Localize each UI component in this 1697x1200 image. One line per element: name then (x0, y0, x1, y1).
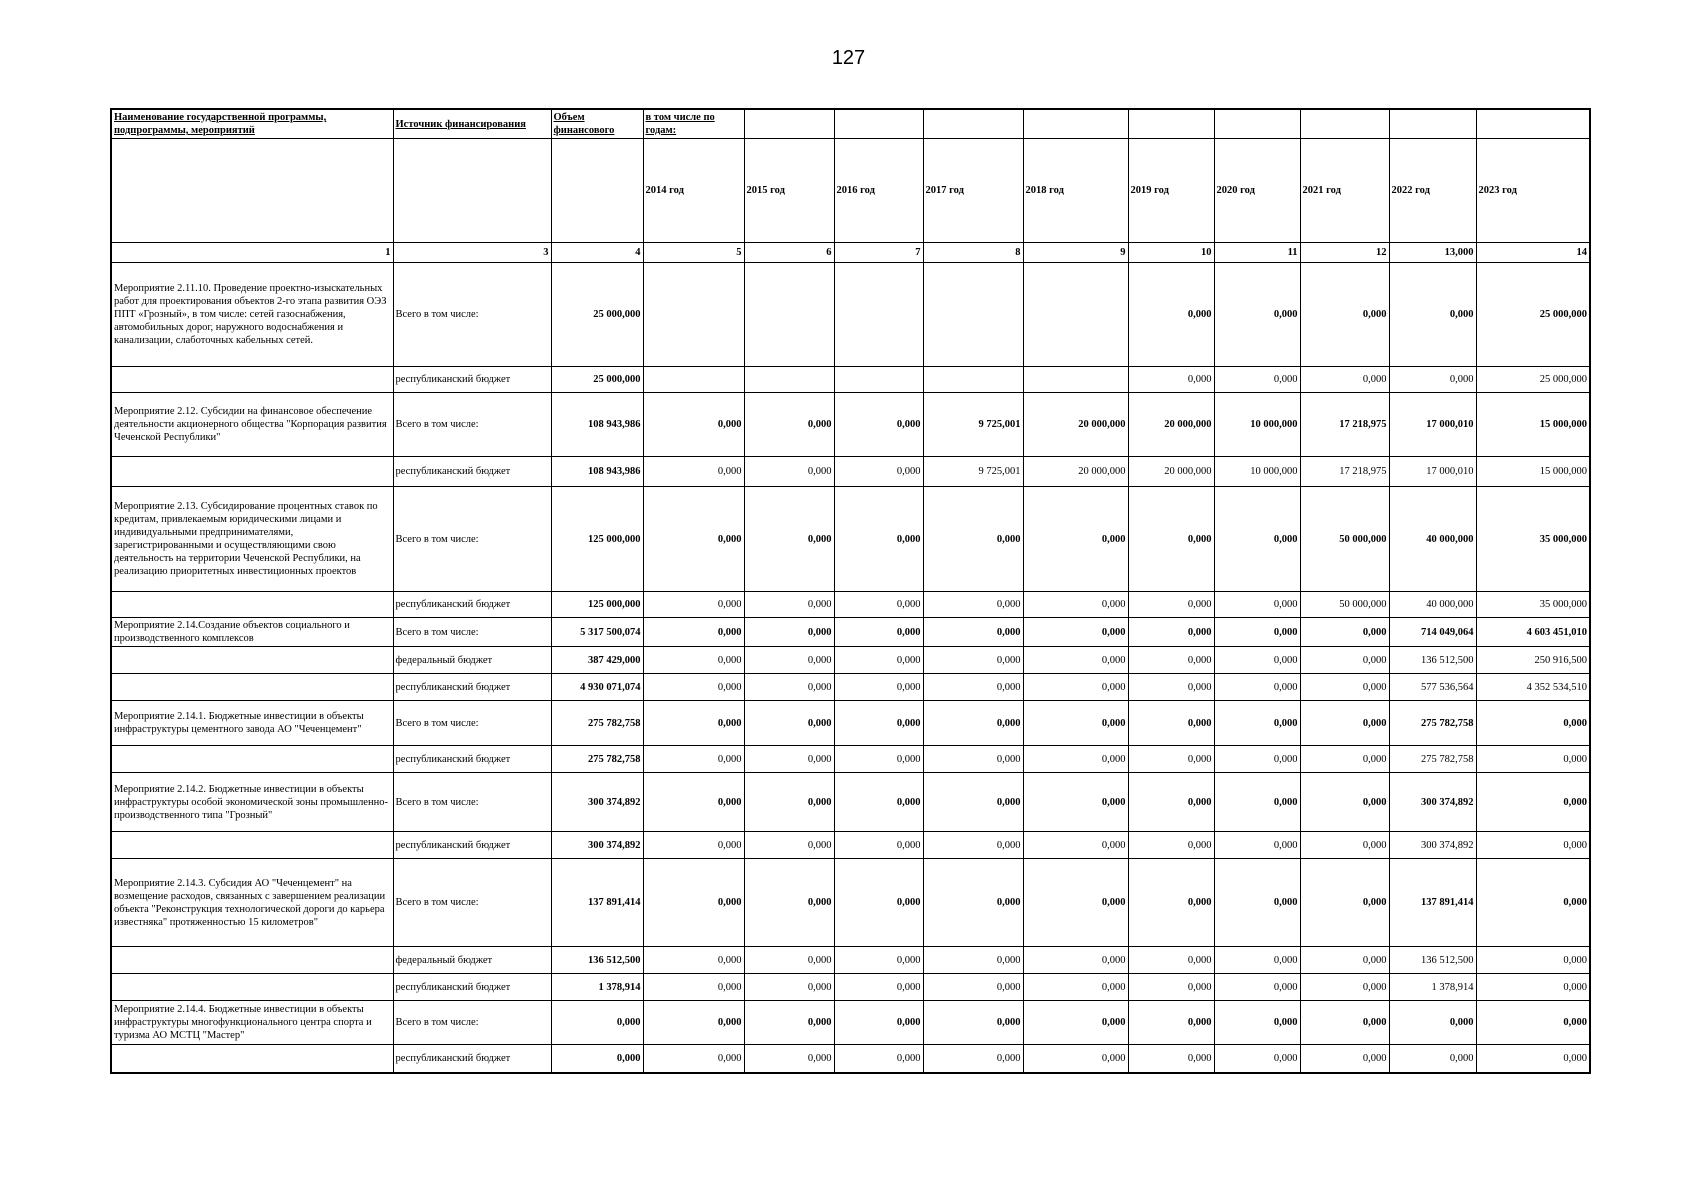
row-year-value: 0,000 (923, 647, 1023, 674)
row-total: 108 943,986 (551, 457, 643, 487)
row-year-value: 0,000 (834, 832, 923, 859)
header-empty (1476, 109, 1590, 139)
row-year-value: 0,000 (1128, 674, 1214, 701)
row-name (111, 647, 393, 674)
header-empty (744, 109, 834, 139)
row-year-value: 0,000 (834, 457, 923, 487)
year-2017: 2017 год (923, 139, 1023, 243)
row-year-value: 0,000 (744, 647, 834, 674)
table-row (111, 457, 1590, 487)
header-empty (834, 109, 923, 139)
column-number: 7 (834, 243, 923, 263)
row-year-value: 17 000,010 (1389, 457, 1476, 487)
row-year-value: 0,000 (1023, 487, 1128, 592)
row-year-value: 50 000,000 (1300, 592, 1389, 618)
row-year-value: 0,000 (1214, 618, 1300, 647)
row-year-value: 17 000,010 (1389, 393, 1476, 457)
row-source: Всего в том числе: (393, 1001, 551, 1045)
row-year-value: 20 000,000 (1023, 393, 1128, 457)
row-total: 108 943,986 (551, 393, 643, 457)
row-total: 275 782,758 (551, 701, 643, 746)
row-name: Мероприятие 2.11.10. Проведение проектно-изыскательных работ для проектирования объектов 2-го этапа развития ОЭЗ ППТ «Грозный», в том числе: сетей газоснабжения, автомобильных дорог, наружного водоснабжения и канализации, слаботочных кабельных сетей. (111, 263, 393, 367)
row-year-value: 0,000 (1214, 746, 1300, 773)
row-year-value (744, 263, 834, 367)
table-row (111, 1001, 1590, 1045)
row-year-value: 0,000 (834, 746, 923, 773)
row-year-value: 0,000 (834, 647, 923, 674)
row-year-value: 0,000 (1300, 974, 1389, 1001)
row-year-value: 0,000 (643, 647, 744, 674)
row-year-value: 10 000,000 (1214, 457, 1300, 487)
row-year-value: 0,000 (1214, 263, 1300, 367)
row-year-value: 0,000 (923, 674, 1023, 701)
table-row (111, 832, 1590, 859)
row-total: 387 429,000 (551, 647, 643, 674)
year-2023: 2023 год (1476, 139, 1590, 243)
column-number: 11 (1214, 243, 1300, 263)
year-2015: 2015 год (744, 139, 834, 243)
row-year-value: 17 218,975 (1300, 457, 1389, 487)
row-source: Всего в том числе: (393, 859, 551, 947)
row-year-value: 0,000 (1128, 263, 1214, 367)
row-year-value: 0,000 (1023, 1045, 1128, 1073)
row-source: республиканский бюджет (393, 457, 551, 487)
row-year-value (643, 367, 744, 393)
row-year-value: 0,000 (834, 773, 923, 832)
row-year-value: 250 916,500 (1476, 647, 1590, 674)
row-total: 300 374,892 (551, 832, 643, 859)
row-year-value: 0,000 (1300, 701, 1389, 746)
row-year-value: 0,000 (834, 1045, 923, 1073)
row-year-value: 35 000,000 (1476, 592, 1590, 618)
row-source: федеральный бюджет (393, 647, 551, 674)
row-total: 25 000,000 (551, 367, 643, 393)
row-year-value: 0,000 (1023, 701, 1128, 746)
row-source: Всего в том числе: (393, 773, 551, 832)
row-year-value: 0,000 (744, 393, 834, 457)
header-row (111, 109, 1590, 139)
row-name (111, 974, 393, 1001)
row-year-value: 0,000 (1214, 592, 1300, 618)
table-row (111, 859, 1590, 947)
row-year-value: 275 782,758 (1389, 701, 1476, 746)
row-year-value: 40 000,000 (1389, 487, 1476, 592)
header-empty (1300, 109, 1389, 139)
row-year-value (923, 367, 1023, 393)
row-year-value: 0,000 (1389, 263, 1476, 367)
row-year-value: 0,000 (834, 674, 923, 701)
row-total: 25 000,000 (551, 263, 643, 367)
column-number-row (111, 243, 1590, 263)
row-year-value: 0,000 (834, 487, 923, 592)
column-number: 1 (111, 243, 393, 263)
row-source: Всего в том числе: (393, 263, 551, 367)
row-name (111, 592, 393, 618)
row-year-value: 0,000 (1389, 367, 1476, 393)
column-number: 12 (1300, 243, 1389, 263)
table-row (111, 263, 1590, 367)
row-year-value: 0,000 (1023, 647, 1128, 674)
row-source: федеральный бюджет (393, 947, 551, 974)
row-year-value: 40 000,000 (1389, 592, 1476, 618)
row-year-value: 0,000 (1214, 647, 1300, 674)
year-2018: 2018 год (1023, 139, 1128, 243)
row-year-value: 0,000 (1300, 674, 1389, 701)
year-empty (551, 139, 643, 243)
year-2014: 2014 год (643, 139, 744, 243)
row-source: республиканский бюджет (393, 367, 551, 393)
row-year-value: 0,000 (1023, 974, 1128, 1001)
row-year-value: 0,000 (744, 701, 834, 746)
row-year-value: 0,000 (643, 773, 744, 832)
budget-table (110, 108, 1591, 1074)
column-number: 14 (1476, 243, 1590, 263)
row-year-value: 0,000 (1214, 487, 1300, 592)
row-year-value: 0,000 (643, 457, 744, 487)
row-year-value: 15 000,000 (1476, 393, 1590, 457)
year-empty (111, 139, 393, 243)
row-year-value: 0,000 (643, 746, 744, 773)
row-year-value: 0,000 (1023, 859, 1128, 947)
row-total: 125 000,000 (551, 592, 643, 618)
row-year-value: 0,000 (1023, 618, 1128, 647)
row-name: Мероприятие 2.14.1. Бюджетные инвестиции в объекты инфраструктуры цементного завода АО "Чеченцемент" (111, 701, 393, 746)
row-year-value: 0,000 (1128, 832, 1214, 859)
row-name (111, 674, 393, 701)
row-year-value: 0,000 (643, 674, 744, 701)
row-year-value: 0,000 (1214, 974, 1300, 1001)
row-year-value: 0,000 (744, 618, 834, 647)
row-year-value: 0,000 (1214, 701, 1300, 746)
row-year-value: 300 374,892 (1389, 773, 1476, 832)
row-year-value: 577 536,564 (1389, 674, 1476, 701)
row-year-value: 0,000 (1300, 1045, 1389, 1073)
row-year-value: 1 378,914 (1389, 974, 1476, 1001)
row-year-value: 0,000 (1476, 974, 1590, 1001)
row-source: Всего в том числе: (393, 487, 551, 592)
row-year-value: 0,000 (923, 1001, 1023, 1045)
row-year-value: 0,000 (1128, 974, 1214, 1001)
row-year-value: 0,000 (1023, 746, 1128, 773)
page-number: 127 (831, 47, 866, 69)
row-year-value: 25 000,000 (1476, 367, 1590, 393)
header-source: Источник финансирования (393, 109, 551, 139)
row-year-value: 0,000 (1214, 1045, 1300, 1073)
row-year-value: 0,000 (923, 592, 1023, 618)
row-year-value: 0,000 (744, 674, 834, 701)
table-row (111, 674, 1590, 701)
row-year-value: 136 512,500 (1389, 647, 1476, 674)
header-empty (923, 109, 1023, 139)
row-year-value: 20 000,000 (1023, 457, 1128, 487)
row-year-value: 0,000 (744, 859, 834, 947)
row-name (111, 832, 393, 859)
row-year-value: 0,000 (923, 746, 1023, 773)
table-row (111, 647, 1590, 674)
row-source: республиканский бюджет (393, 1045, 551, 1073)
row-year-value: 0,000 (744, 832, 834, 859)
table-row (111, 947, 1590, 974)
row-source: Всего в том числе: (393, 393, 551, 457)
table-row (111, 701, 1590, 746)
row-year-value: 10 000,000 (1214, 393, 1300, 457)
row-year-value: 0,000 (643, 487, 744, 592)
row-year-value: 0,000 (1476, 701, 1590, 746)
row-year-value: 0,000 (1214, 832, 1300, 859)
column-number: 13,000 (1389, 243, 1476, 263)
row-name: Мероприятие 2.14.4. Бюджетные инвестиции в объекты инфраструктуры многофункционального центра спорта и туризма АО МСТЦ "Мастер" (111, 1001, 393, 1045)
header-volume: Объем финансового (551, 109, 643, 139)
year-2022: 2022 год (1389, 139, 1476, 243)
row-year-value: 0,000 (923, 618, 1023, 647)
row-year-value: 0,000 (744, 746, 834, 773)
row-year-value: 0,000 (1300, 832, 1389, 859)
row-year-value: 275 782,758 (1389, 746, 1476, 773)
column-number: 6 (744, 243, 834, 263)
row-year-value (1023, 367, 1128, 393)
row-name (111, 457, 393, 487)
row-year-value: 0,000 (1389, 1045, 1476, 1073)
row-total: 275 782,758 (551, 746, 643, 773)
row-year-value: 25 000,000 (1476, 263, 1590, 367)
table-row (111, 1045, 1590, 1073)
row-year-value: 0,000 (643, 947, 744, 974)
column-number: 8 (923, 243, 1023, 263)
row-year-value: 0,000 (1300, 263, 1389, 367)
row-source: Всего в том числе: (393, 618, 551, 647)
row-year-value: 0,000 (1476, 947, 1590, 974)
row-year-value: 0,000 (923, 947, 1023, 974)
row-year-value: 0,000 (1476, 773, 1590, 832)
row-total: 137 891,414 (551, 859, 643, 947)
row-year-value: 0,000 (1128, 618, 1214, 647)
row-total: 300 374,892 (551, 773, 643, 832)
row-year-value: 0,000 (1214, 367, 1300, 393)
row-year-value: 0,000 (1476, 1001, 1590, 1045)
row-year-value: 0,000 (923, 859, 1023, 947)
row-year-value: 0,000 (1023, 947, 1128, 974)
row-year-value: 0,000 (1300, 746, 1389, 773)
row-year-value: 0,000 (834, 618, 923, 647)
row-year-value (834, 367, 923, 393)
row-year-value: 0,000 (744, 1001, 834, 1045)
row-year-value: 714 049,064 (1389, 618, 1476, 647)
header-empty (1389, 109, 1476, 139)
row-year-value (744, 367, 834, 393)
row-year-value: 9 725,001 (923, 457, 1023, 487)
year-2019: 2019 год (1128, 139, 1214, 243)
row-year-value: 0,000 (1128, 746, 1214, 773)
row-year-value: 0,000 (923, 701, 1023, 746)
table-row (111, 487, 1590, 592)
row-year-value: 4 352 534,510 (1476, 674, 1590, 701)
row-year-value: 15 000,000 (1476, 457, 1590, 487)
row-year-value: 0,000 (1128, 367, 1214, 393)
row-year-value: 0,000 (1128, 947, 1214, 974)
row-year-value: 0,000 (744, 457, 834, 487)
header-name: Наименование государственной программы, подпрограммы, мероприятий (111, 109, 393, 139)
row-year-value (834, 263, 923, 367)
table-row (111, 367, 1590, 393)
row-name (111, 746, 393, 773)
year-2021: 2021 год (1300, 139, 1389, 243)
row-year-value: 0,000 (1300, 367, 1389, 393)
row-source: республиканский бюджет (393, 674, 551, 701)
row-year-value: 0,000 (834, 1001, 923, 1045)
row-year-value: 0,000 (744, 487, 834, 592)
row-name (111, 947, 393, 974)
row-year-value: 0,000 (1128, 773, 1214, 832)
row-source: республиканский бюджет (393, 832, 551, 859)
row-year-value: 0,000 (1023, 592, 1128, 618)
row-year-value: 50 000,000 (1300, 487, 1389, 592)
row-year-value: 0,000 (834, 859, 923, 947)
row-year-value: 0,000 (1389, 1001, 1476, 1045)
row-year-value: 0,000 (1476, 859, 1590, 947)
table-row (111, 746, 1590, 773)
row-year-value: 0,000 (744, 1045, 834, 1073)
table-row (111, 974, 1590, 1001)
row-year-value: 0,000 (643, 592, 744, 618)
row-year-value: 0,000 (744, 974, 834, 1001)
row-name (111, 367, 393, 393)
row-total: 0,000 (551, 1001, 643, 1045)
row-total: 125 000,000 (551, 487, 643, 592)
row-year-value: 0,000 (1128, 647, 1214, 674)
row-year-value: 0,000 (923, 487, 1023, 592)
column-number: 9 (1023, 243, 1128, 263)
row-year-value: 0,000 (923, 832, 1023, 859)
row-year-value: 0,000 (834, 701, 923, 746)
row-year-value (923, 263, 1023, 367)
row-year-value: 0,000 (1300, 773, 1389, 832)
row-year-value: 0,000 (1128, 592, 1214, 618)
row-year-value: 137 891,414 (1389, 859, 1476, 947)
header-including: в том числе по годам: (643, 109, 744, 139)
table-row (111, 393, 1590, 457)
row-name (111, 1045, 393, 1073)
row-year-value: 0,000 (1300, 618, 1389, 647)
row-total: 5 317 500,074 (551, 618, 643, 647)
row-year-value: 20 000,000 (1128, 457, 1214, 487)
row-year-value: 0,000 (643, 832, 744, 859)
row-source: республиканский бюджет (393, 974, 551, 1001)
row-total: 0,000 (551, 1045, 643, 1073)
table-row (111, 618, 1590, 647)
row-name: Мероприятие 2.13. Субсидирование процентных ставок по кредитам, привлекаемым юридическими лицами и индивидуальными предпринимателями, зарегистрированными и осуществляющими свою деятельность на территории Чеченской Республики, на реализацию приоритетных инвестиционных проектов (111, 487, 393, 592)
row-year-value: 0,000 (1128, 859, 1214, 947)
year-2020: 2020 год (1214, 139, 1300, 243)
row-year-value: 0,000 (1476, 1045, 1590, 1073)
row-year-value: 0,000 (1476, 746, 1590, 773)
row-year-value: 0,000 (1128, 1045, 1214, 1073)
row-year-value: 0,000 (834, 974, 923, 1001)
row-year-value: 4 603 451,010 (1476, 618, 1590, 647)
row-year-value: 9 725,001 (923, 393, 1023, 457)
table-row (111, 773, 1590, 832)
row-year-value: 0,000 (834, 592, 923, 618)
row-year-value: 0,000 (744, 947, 834, 974)
row-year-value: 0,000 (1023, 1001, 1128, 1045)
row-total: 136 512,500 (551, 947, 643, 974)
row-year-value: 0,000 (834, 947, 923, 974)
row-year-value: 0,000 (1214, 674, 1300, 701)
row-source: республиканский бюджет (393, 746, 551, 773)
header-empty (1214, 109, 1300, 139)
row-year-value: 0,000 (1214, 773, 1300, 832)
row-year-value (643, 263, 744, 367)
row-total: 4 930 071,074 (551, 674, 643, 701)
column-number: 5 (643, 243, 744, 263)
column-number: 3 (393, 243, 551, 263)
row-year-value: 0,000 (1476, 832, 1590, 859)
row-name: Мероприятие 2.12. Субсидии на финансовое обеспечение деятельности акционерного общества "Корпорация развития Чеченской Республики" (111, 393, 393, 457)
row-year-value: 0,000 (1300, 647, 1389, 674)
header-empty (1023, 109, 1128, 139)
row-year-value: 0,000 (1128, 1001, 1214, 1045)
row-year-value: 0,000 (1214, 1001, 1300, 1045)
header-empty (1128, 109, 1214, 139)
row-year-value: 0,000 (1128, 487, 1214, 592)
table-row (111, 592, 1590, 618)
row-name: Мероприятие 2.14.2. Бюджетные инвестиции в объекты инфраструктуры особой экономической зоны промышленно-производственного типа "Грозный" (111, 773, 393, 832)
column-number: 10 (1128, 243, 1214, 263)
row-year-value: 0,000 (643, 618, 744, 647)
row-year-value: 0,000 (1023, 832, 1128, 859)
year-2016: 2016 год (834, 139, 923, 243)
column-number: 4 (551, 243, 643, 263)
row-year-value: 0,000 (1128, 701, 1214, 746)
row-year-value: 0,000 (834, 393, 923, 457)
row-source: республиканский бюджет (393, 592, 551, 618)
row-year-value: 35 000,000 (1476, 487, 1590, 592)
row-year-value: 17 218,975 (1300, 393, 1389, 457)
row-year-value: 0,000 (1023, 674, 1128, 701)
row-name: Мероприятие 2.14.Создание объектов социального и производственного комплексов (111, 618, 393, 647)
row-source: Всего в том числе: (393, 701, 551, 746)
row-name: Мероприятие 2.14.3. Субсидия АО "Чеченцемент" на возмещение расходов, связанных с завершением реализации объекта "Реконструкция технологической дороги до карьера известняка" протяженностью 15 километров" (111, 859, 393, 947)
row-year-value: 0,000 (923, 1045, 1023, 1073)
year-row (111, 139, 1590, 243)
row-year-value: 0,000 (1214, 947, 1300, 974)
row-year-value: 0,000 (643, 1045, 744, 1073)
row-year-value: 0,000 (643, 701, 744, 746)
row-year-value: 0,000 (643, 859, 744, 947)
row-year-value: 0,000 (1300, 1001, 1389, 1045)
row-year-value: 0,000 (923, 974, 1023, 1001)
row-year-value: 0,000 (643, 974, 744, 1001)
row-year-value: 0,000 (744, 773, 834, 832)
row-year-value: 0,000 (923, 773, 1023, 832)
row-total: 1 378,914 (551, 974, 643, 1001)
row-year-value: 136 512,500 (1389, 947, 1476, 974)
row-year-value: 0,000 (1300, 947, 1389, 974)
row-year-value (1023, 263, 1128, 367)
row-year-value: 20 000,000 (1128, 393, 1214, 457)
row-year-value: 0,000 (1300, 859, 1389, 947)
row-year-value: 0,000 (643, 1001, 744, 1045)
row-year-value: 300 374,892 (1389, 832, 1476, 859)
row-year-value: 0,000 (1214, 859, 1300, 947)
row-year-value: 0,000 (744, 592, 834, 618)
row-year-value: 0,000 (1023, 773, 1128, 832)
year-empty (393, 139, 551, 243)
row-year-value: 0,000 (643, 393, 744, 457)
